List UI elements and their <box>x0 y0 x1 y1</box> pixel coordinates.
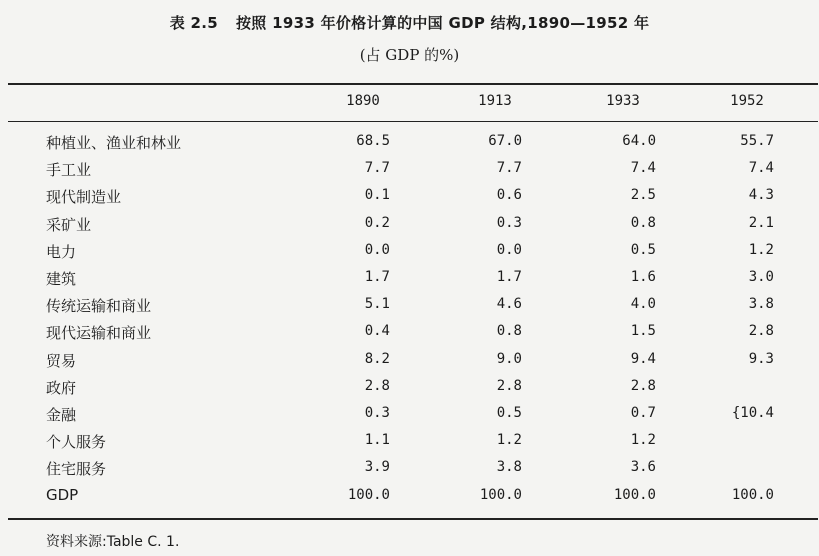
table-cell-1933: 1.6 <box>630 269 656 285</box>
row-label: 现代制造业 <box>46 188 122 207</box>
row-label: 种植业、渔业和林业 <box>46 134 182 152</box>
row-label: 电力 <box>46 242 77 261</box>
table-cell-1913: 0.5 <box>496 405 522 421</box>
row-label: 手工业 <box>46 161 92 180</box>
header-rule <box>8 121 818 122</box>
row-label: 采矿业 <box>46 215 92 234</box>
table-cell-1933: 100.0 <box>613 486 656 503</box>
table-cell-1890: 0.1 <box>364 187 390 204</box>
table-row <box>0 132 819 158</box>
table-row <box>0 486 819 512</box>
table-cell-1913: 3.8 <box>496 459 522 476</box>
table-row <box>0 404 819 430</box>
table-cell-1933: 3.6 <box>630 459 656 476</box>
table-cell-1933: 0.5 <box>630 241 656 258</box>
table-cell-1952: 2.1 <box>748 214 774 231</box>
table-row <box>0 458 819 484</box>
table-cell-1952: {10.4 <box>731 405 774 421</box>
table-cell-1933: 2.5 <box>630 187 656 204</box>
row-label: 政府 <box>46 378 77 397</box>
table-cell-1890: 100.0 <box>347 486 390 503</box>
table-cell-1913: 0.8 <box>496 323 522 340</box>
table-number: 表 2.5 <box>169 14 218 32</box>
table-cell-1890: 1.7 <box>364 269 390 285</box>
table-row <box>0 159 819 185</box>
bottom-rule <box>8 518 818 520</box>
table-cell-1890: 2.8 <box>364 377 390 394</box>
row-label: 个人服务 <box>46 433 107 452</box>
column-header-1952: 1952 <box>730 93 764 109</box>
table-row <box>0 377 819 403</box>
table-cell-1890: 5.1 <box>364 296 390 313</box>
row-label: 现代运输和商业 <box>46 324 152 343</box>
table-cell-1952: 9.3 <box>748 350 774 367</box>
table-row <box>0 186 819 212</box>
table-cell-1913: 1.2 <box>496 432 522 449</box>
table-cell-1933: 4.0 <box>630 296 656 313</box>
table-cell-1913: 67.0 <box>488 133 522 149</box>
table-row <box>0 431 819 457</box>
table-cell-1913: 100.0 <box>479 486 522 503</box>
table-cell-1890: 7.7 <box>364 160 390 177</box>
row-label: GDP <box>46 485 79 504</box>
table-title-text: 按照 1933 年价格计算的中国 GDP 结构,1890—1952 年 <box>235 14 650 32</box>
table-row <box>0 241 819 267</box>
table-cell-1890: 0.0 <box>364 241 390 258</box>
column-header-1933: 1933 <box>606 93 640 109</box>
table-cell-1913: 0.6 <box>496 187 522 204</box>
table-cell-1952: 2.8 <box>748 323 774 340</box>
table-cell-1913: 7.7 <box>496 160 522 177</box>
table-cell-1890: 3.9 <box>364 459 390 476</box>
table-row <box>0 268 819 294</box>
table-cell-1890: 1.1 <box>364 432 390 449</box>
table-cell-1933: 1.2 <box>630 432 656 449</box>
row-label: 住宅服务 <box>46 460 107 479</box>
table-cell-1933: 0.7 <box>630 405 656 421</box>
table-cell-1890: 0.3 <box>364 405 390 421</box>
row-label: 建筑 <box>46 270 77 288</box>
table-cell-1933: 7.4 <box>630 160 656 177</box>
table-cell-1913: 2.8 <box>496 377 522 394</box>
table-cell-1933: 9.4 <box>630 350 656 367</box>
table-cell-1952: 55.7 <box>740 133 774 149</box>
table-cell-1952: 100.0 <box>731 486 774 503</box>
column-header-1913: 1913 <box>478 93 512 109</box>
table-cell-1933: 2.8 <box>630 377 656 394</box>
table-cell-1890: 68.5 <box>356 133 390 149</box>
table-cell-1890: 8.2 <box>364 350 390 367</box>
row-label: 贸易 <box>46 351 77 370</box>
table-cell-1913: 9.0 <box>496 350 522 367</box>
table-cell-1890: 0.2 <box>364 214 390 231</box>
table-cell-1913: 0.0 <box>496 241 522 258</box>
table-cell-1913: 0.3 <box>496 214 522 231</box>
table-subtitle: (占 GDP 的%) <box>359 46 460 64</box>
table-cell-1913: 1.7 <box>496 269 522 285</box>
table-row <box>0 295 819 321</box>
table-cell-1933: 64.0 <box>622 133 656 149</box>
table-cell-1952: 7.4 <box>748 160 774 177</box>
table-row <box>0 350 819 376</box>
row-label: 金融 <box>46 406 77 424</box>
source-note: 资料来源:Table C. 1. <box>46 534 180 550</box>
table-title <box>0 12 819 33</box>
top-rule <box>8 83 818 85</box>
table-cell-1933: 1.5 <box>630 323 656 340</box>
table-cell-1913: 4.6 <box>496 296 522 313</box>
table-cell-1952: 1.2 <box>748 241 774 258</box>
table-row <box>0 214 819 240</box>
table-cell-1952: 4.3 <box>748 187 774 204</box>
row-label: 传统运输和商业 <box>46 297 152 316</box>
column-header-1890: 1890 <box>346 93 380 109</box>
table-cell-1933: 0.8 <box>630 214 656 231</box>
table-row <box>0 322 819 348</box>
table-cell-1890: 0.4 <box>364 323 390 340</box>
table-cell-1952: 3.8 <box>748 296 774 313</box>
table-cell-1952: 3.0 <box>748 269 774 285</box>
